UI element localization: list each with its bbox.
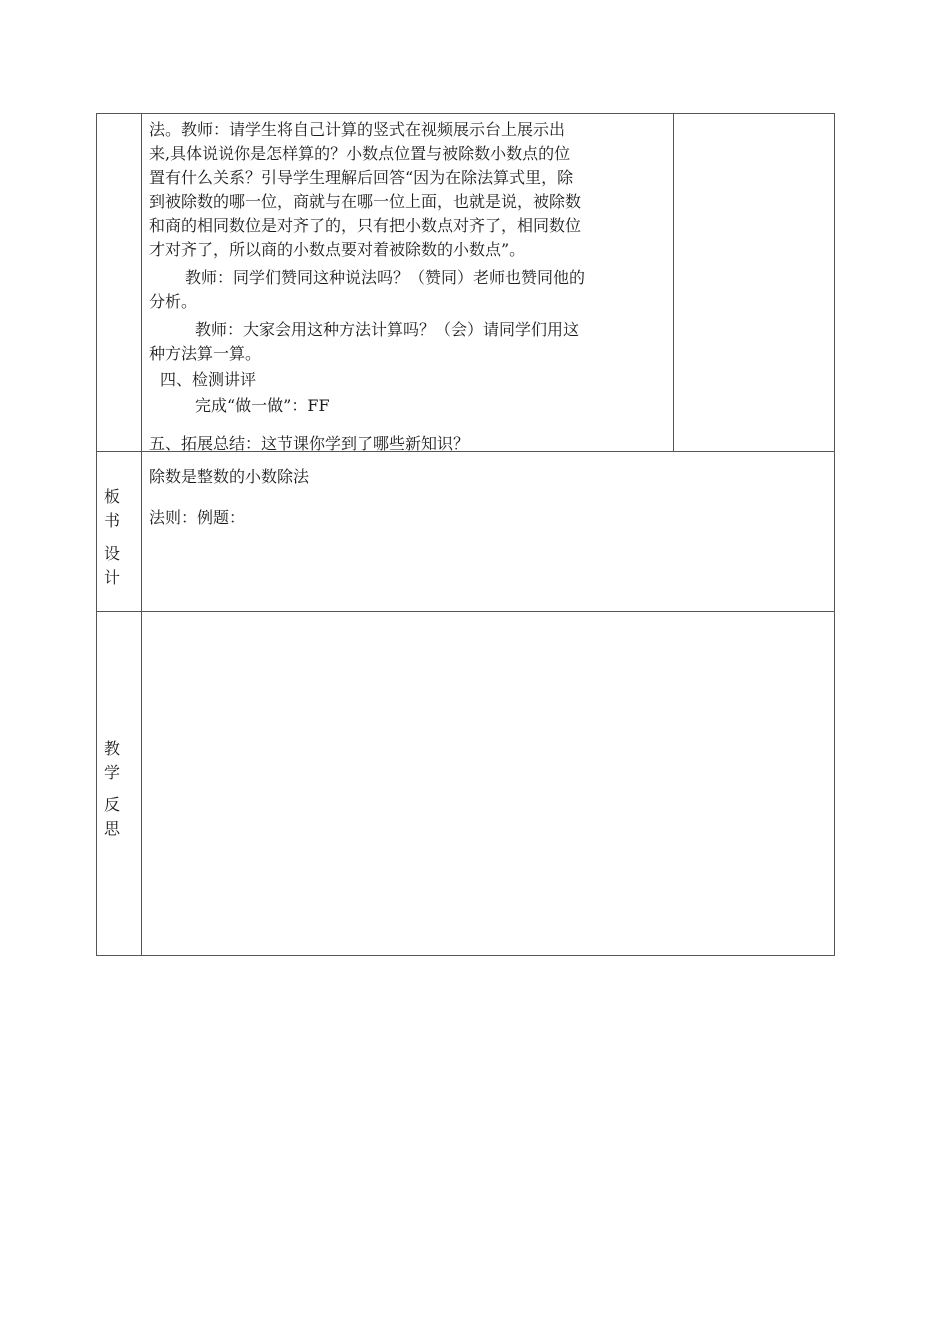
process-line-5: 和商的相同数位是对齐了的，只有把小数点对齐了，相同数位 [149, 216, 582, 235]
process-line-1: 法。教师：请学生将自己计算的竖式在视频展示台上展示出 [149, 120, 566, 139]
table-right-border [834, 113, 835, 956]
process-line-9: 教师：大家会用这种方法计算吗？（会）请同学们用这 [195, 320, 580, 339]
board-design-rule-example: 法则：例题： [149, 508, 246, 527]
reflection-label-char-1: 教 [103, 739, 120, 758]
process-line-10: 种方法算一算。 [149, 344, 262, 363]
process-line-12: 完成“做一做”：FF [195, 396, 330, 415]
board-design-label-char-1: 板 [103, 487, 120, 506]
label-column-divider [141, 113, 142, 956]
table-bottom-border [96, 955, 835, 956]
board-design-label-char-2: 书 [103, 511, 120, 530]
reflection-label-char-4: 思 [103, 819, 120, 838]
reflection-label-char-3: 反 [103, 795, 120, 814]
process-line-6: 才对齐了，所以商的小数点要对着被除数的小数点”。 [149, 240, 526, 259]
process-line-8: 分析。 [149, 292, 198, 311]
table-top-border [96, 113, 835, 114]
row-divider-2 [96, 611, 835, 612]
section-heading-5: 五、拓展总结：这节课你学到了哪些新知识？ [149, 434, 470, 451]
process-line-4: 到被除数的哪一位，商就与在哪一位上面，也就是说，被除数 [149, 192, 582, 211]
reflection-label-char-2: 学 [103, 763, 120, 782]
board-design-label-char-4: 计 [103, 568, 120, 587]
process-line-3: 置有什么关系？引导学生理解后回答“因为在除法算式里，除 [149, 168, 574, 187]
process-line-7: 教师：同学们赞同这种说法吗？（赞同）老师也赞同他的 [185, 268, 586, 287]
board-design-title: 除数是整数的小数除法 [149, 467, 310, 486]
process-line-2: 来,具体说说你是怎样算的？小数点位置与被除数小数点的位 [149, 144, 571, 163]
row-divider-1 [96, 451, 835, 452]
table-left-border [96, 113, 97, 956]
section-heading-4: 四、检测讲评 [160, 370, 257, 389]
notes-column-divider [673, 113, 674, 452]
board-design-label-char-3: 设 [103, 544, 120, 563]
